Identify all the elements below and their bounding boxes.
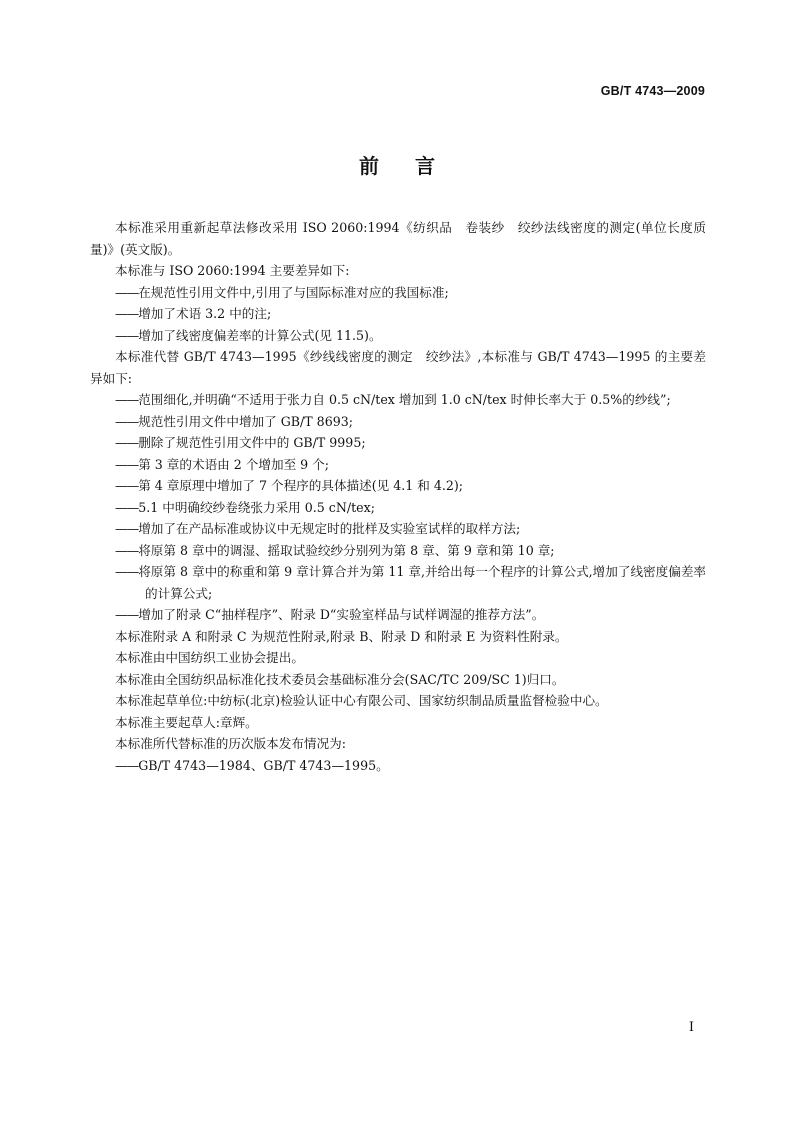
list-item <box>90 561 706 604</box>
dash-mark: —— <box>115 306 139 321</box>
list-item <box>90 325 706 347</box>
dash-mark: —— <box>115 521 139 536</box>
list-item <box>90 411 706 433</box>
paragraph-text: 增加了附录 C“抽样程序”、附录 D“实验室样品与试样调湿的推荐方法”。 <box>138 607 545 622</box>
list-item <box>90 282 706 304</box>
paragraph-text: 本标准附录 A 和附录 C 为规范性附录,附录 B、附录 D 和附录 E 为资料性附录。 <box>115 628 568 644</box>
paragraph <box>90 690 706 712</box>
paragraph <box>90 669 706 691</box>
paragraph-text: 增加了在产品标准或协议中无规定时的批样及实验室试样的取样方法; <box>138 521 521 536</box>
paragraph-text: 本标准主要起草人:章辉。 <box>115 714 258 730</box>
dash-mark: —— <box>115 435 139 450</box>
list-item <box>90 475 706 497</box>
paragraph <box>90 626 706 648</box>
page-number: I <box>688 1020 694 1035</box>
list-item <box>90 497 706 519</box>
page-title: 前言 <box>359 154 471 178</box>
paragraph <box>90 346 706 389</box>
list-item <box>90 755 706 777</box>
dash-mark: —— <box>115 542 139 558</box>
paragraph-text: 本标准由中国纺织工业协会提出。 <box>115 650 304 665</box>
paragraph-text: 第 3 章的术语由 2 个增加至 9 个; <box>138 456 330 472</box>
paragraph-text: 规范性引用文件中增加了 GB/T 8693; <box>138 413 353 429</box>
paragraph-text: 增加了术语 3.2 中的注; <box>138 306 272 321</box>
dash-mark: —— <box>115 757 139 773</box>
paragraph-text: 5.1 中明确绞纱卷绕张力采用 0.5 cN/tex; <box>138 499 375 515</box>
paragraph-text: 本标准由全国纺织品标准化技术委员会基础标准分会(SAC/TC 209/SC 1)归口。 <box>115 671 565 687</box>
paragraph <box>90 647 706 669</box>
dash-mark: —— <box>115 413 139 429</box>
dash-mark: —— <box>115 392 139 407</box>
paragraph-text: 第 4 章原理中增加了 7 个程序的具体描述(见 4.1 和 4.2); <box>138 478 464 493</box>
paragraph-text: 本标准所代替标准的历次版本发布情况为: <box>115 736 346 751</box>
paragraph-text: 本标准与 ISO 2060:1994 主要差异如下: <box>115 263 350 278</box>
list-item <box>90 389 706 411</box>
list-item <box>90 454 706 476</box>
dash-mark: —— <box>115 327 139 343</box>
list-item <box>90 303 706 325</box>
paragraph-text: 范围细化,并明确“不适用于张力自 0.5 cN/tex 增加到 1.0 cN/tex 时伸长率大于 0.5%的纱线”; <box>138 392 671 407</box>
paragraph-text: 本标准采用重新起草法修改采用 ISO 2060:1994《纺织品 卷装纱 绞纱法线密度的测定(单位长度质量)》(英文版)。 <box>90 220 706 257</box>
dash-mark: —— <box>115 456 139 472</box>
dash-mark: —— <box>115 478 139 493</box>
document-body <box>90 217 706 776</box>
paragraph-text: 在规范性引用文件中,引用了与国际标准对应的我国标准; <box>138 284 449 300</box>
dash-mark: —— <box>115 499 139 515</box>
paragraph <box>90 733 706 755</box>
paragraph-text: 将原第 8 章中的调湿、摇取试验绞纱分别列为第 8 章、第 9 章和第 10 章; <box>138 542 555 558</box>
list-item <box>90 518 706 540</box>
standard-code: GB/T 4743—2009 <box>600 84 705 98</box>
paragraph-text: 本标准代替 GB/T 4743—1995《纱线线密度的测定 绞纱法》,本标准与 GB/T 4743—1995 的主要差异如下: <box>90 349 706 386</box>
paragraph <box>90 260 706 282</box>
list-item <box>90 604 706 626</box>
paragraph-text: 增加了线密度偏差率的计算公式(见 11.5)。 <box>138 327 382 343</box>
paragraph-text: 将原第 8 章中的称重和第 9 章计算合并为第 11 章,并给出每一个程序的计算公式,增加了线密度偏差率的计算公式; <box>138 564 707 601</box>
paragraph <box>90 712 706 734</box>
list-item <box>90 540 706 562</box>
list-item <box>90 432 706 454</box>
paragraph-text: GB/T 4743—1984、GB/T 4743—1995。 <box>138 757 389 773</box>
dash-mark: —— <box>115 284 139 300</box>
dash-mark: —— <box>115 607 139 622</box>
paragraph <box>90 217 706 260</box>
paragraph-text: 删除了规范性引用文件中的 GB/T 9995; <box>138 435 366 450</box>
dash-mark: —— <box>115 564 139 579</box>
paragraph-text: 本标准起草单位:中纺标(北京)检验认证中心有限公司、国家纺织制品质量监督检验中心。 <box>115 693 608 708</box>
